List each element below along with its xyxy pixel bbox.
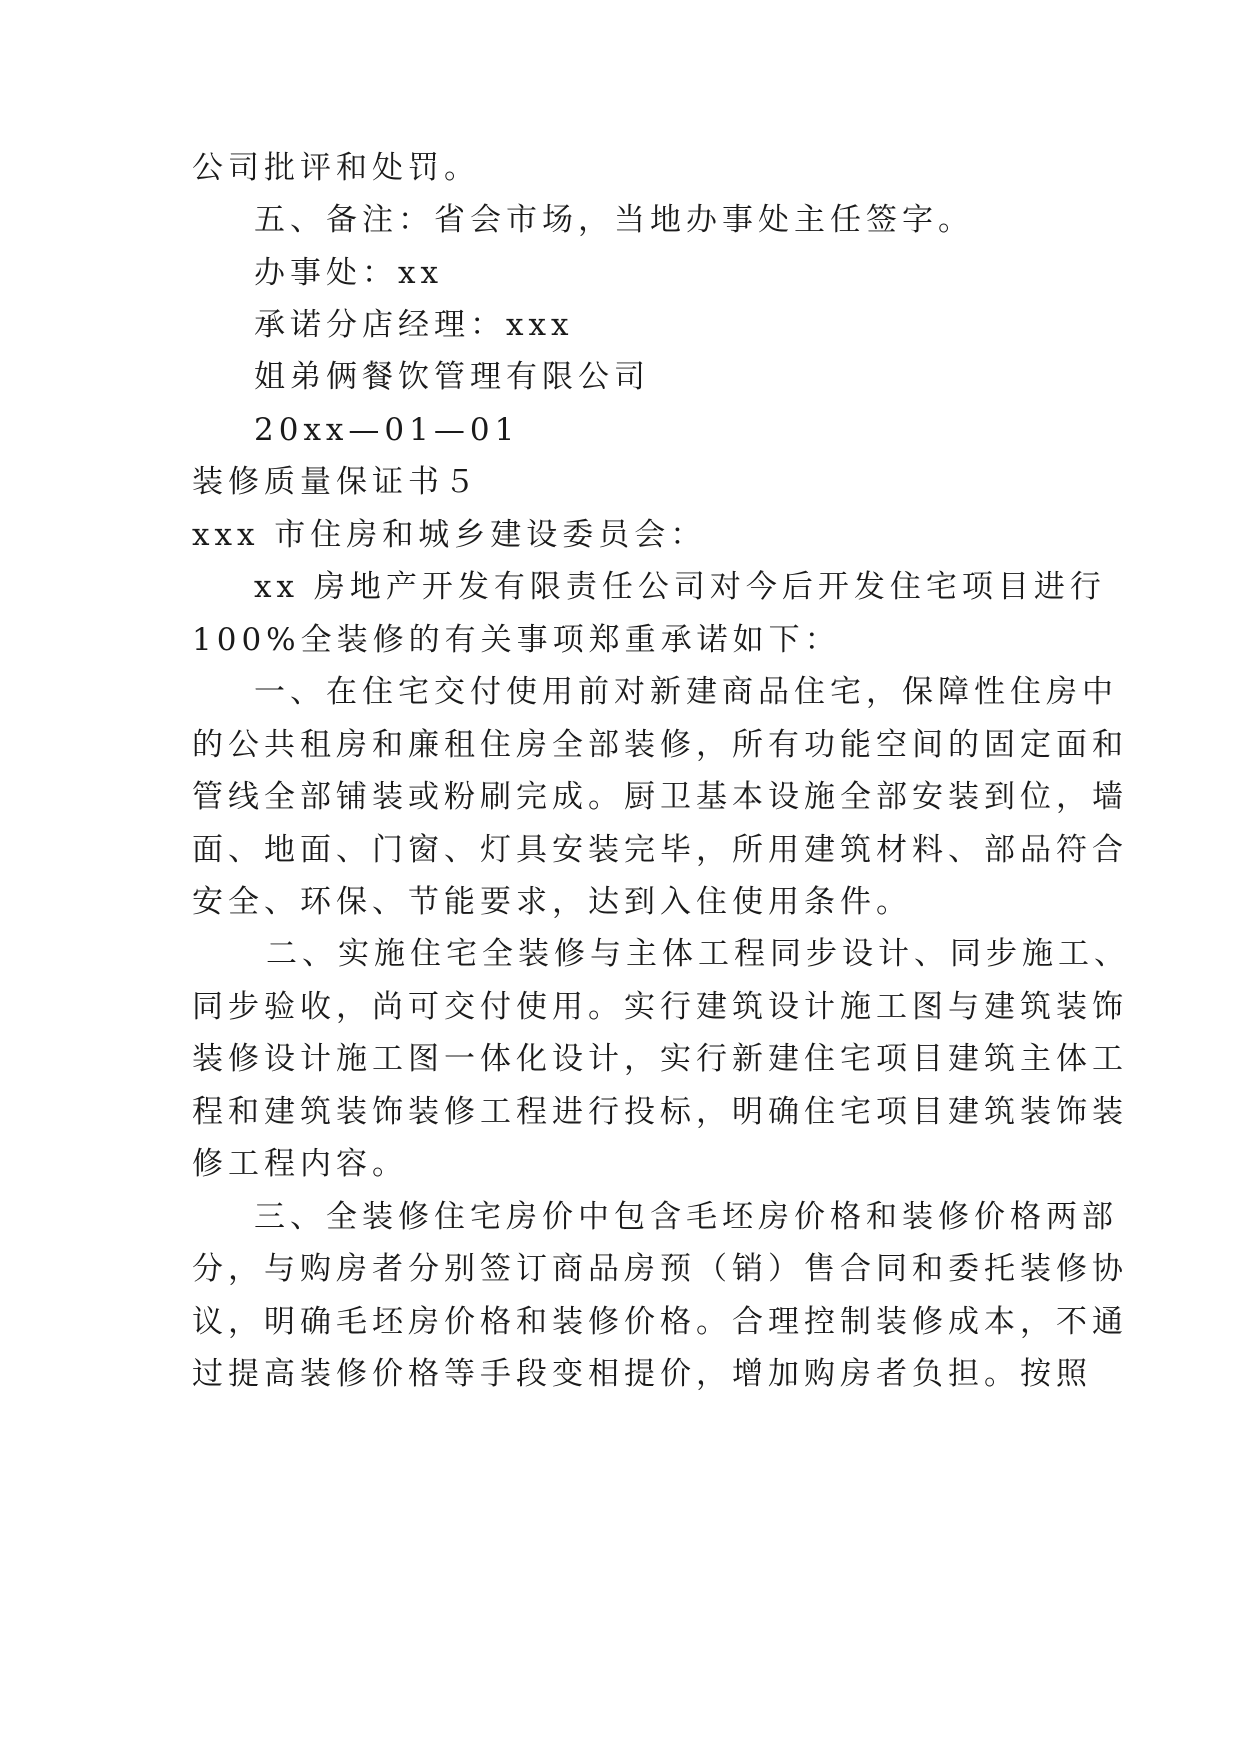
paragraph-line: 100%全装修的有关事项郑重承诺如下： xyxy=(192,622,841,658)
paragraph-line: 二、实施住宅全装修与主体工程同步设计、同步施工、 xyxy=(266,936,1130,972)
paragraph-line: 三、全装修住宅房价中包含毛坯房价格和装修价格两部 xyxy=(254,1199,1118,1235)
paragraph-line: xx 房地产开发有限责任公司对今后开发住宅项目进行 xyxy=(254,569,1106,605)
paragraph-line: 装修设计施工图一体化设计，实行新建住宅项目建筑主体工 xyxy=(192,1041,1128,1077)
paragraph-line: 管线全部铺装或粉刷完成。厨卫基本设施全部安装到位，墙 xyxy=(192,779,1128,815)
paragraph-line: 五、备注：省会市场，当地办事处主任签字。 xyxy=(254,202,974,238)
paragraph-line: 过提高装修价格等手段变相提价，增加购房者负担。按照 xyxy=(192,1356,1092,1392)
paragraph-line: xxx 市住房和城乡建设委员会： xyxy=(192,517,707,553)
paragraph-line: 姐弟俩餐饮管理有限公司 xyxy=(254,359,650,395)
paragraph-line: 程和建筑装饰装修工程进行投标，明确住宅项目建筑装饰装 xyxy=(192,1094,1128,1130)
paragraph-line: 安全、环保、节能要求，达到入住使用条件。 xyxy=(192,884,912,920)
paragraph-line: 的公共租房和廉租住房全部装修，所有功能空间的固定面和 xyxy=(192,727,1128,763)
paragraph-line: 同步验收，尚可交付使用。实行建筑设计施工图与建筑装饰 xyxy=(192,989,1128,1025)
paragraph-line: 议，明确毛坯房价格和装修价格。合理控制装修成本，不通 xyxy=(192,1304,1128,1340)
paragraph-line: 20xx—01—01 xyxy=(254,412,520,448)
paragraph-line: 办事处：xx xyxy=(254,255,443,291)
paragraph-line: 公司批评和处罚。 xyxy=(192,150,480,186)
section-heading: 装修质量保证书５ xyxy=(192,464,480,500)
paragraph-line: 承诺分店经理：xxx xyxy=(254,307,574,343)
paragraph-line: 分，与购房者分别签订商品房预（销）售合同和委托装修协 xyxy=(192,1251,1128,1287)
paragraph-line: 一、在住宅交付使用前对新建商品住宅，保障性住房中 xyxy=(254,674,1118,710)
paragraph-line: 修工程内容。 xyxy=(192,1146,408,1182)
paragraph-line: 面、地面、门窗、灯具安装完毕，所用建筑材料、部品符合 xyxy=(192,832,1128,868)
